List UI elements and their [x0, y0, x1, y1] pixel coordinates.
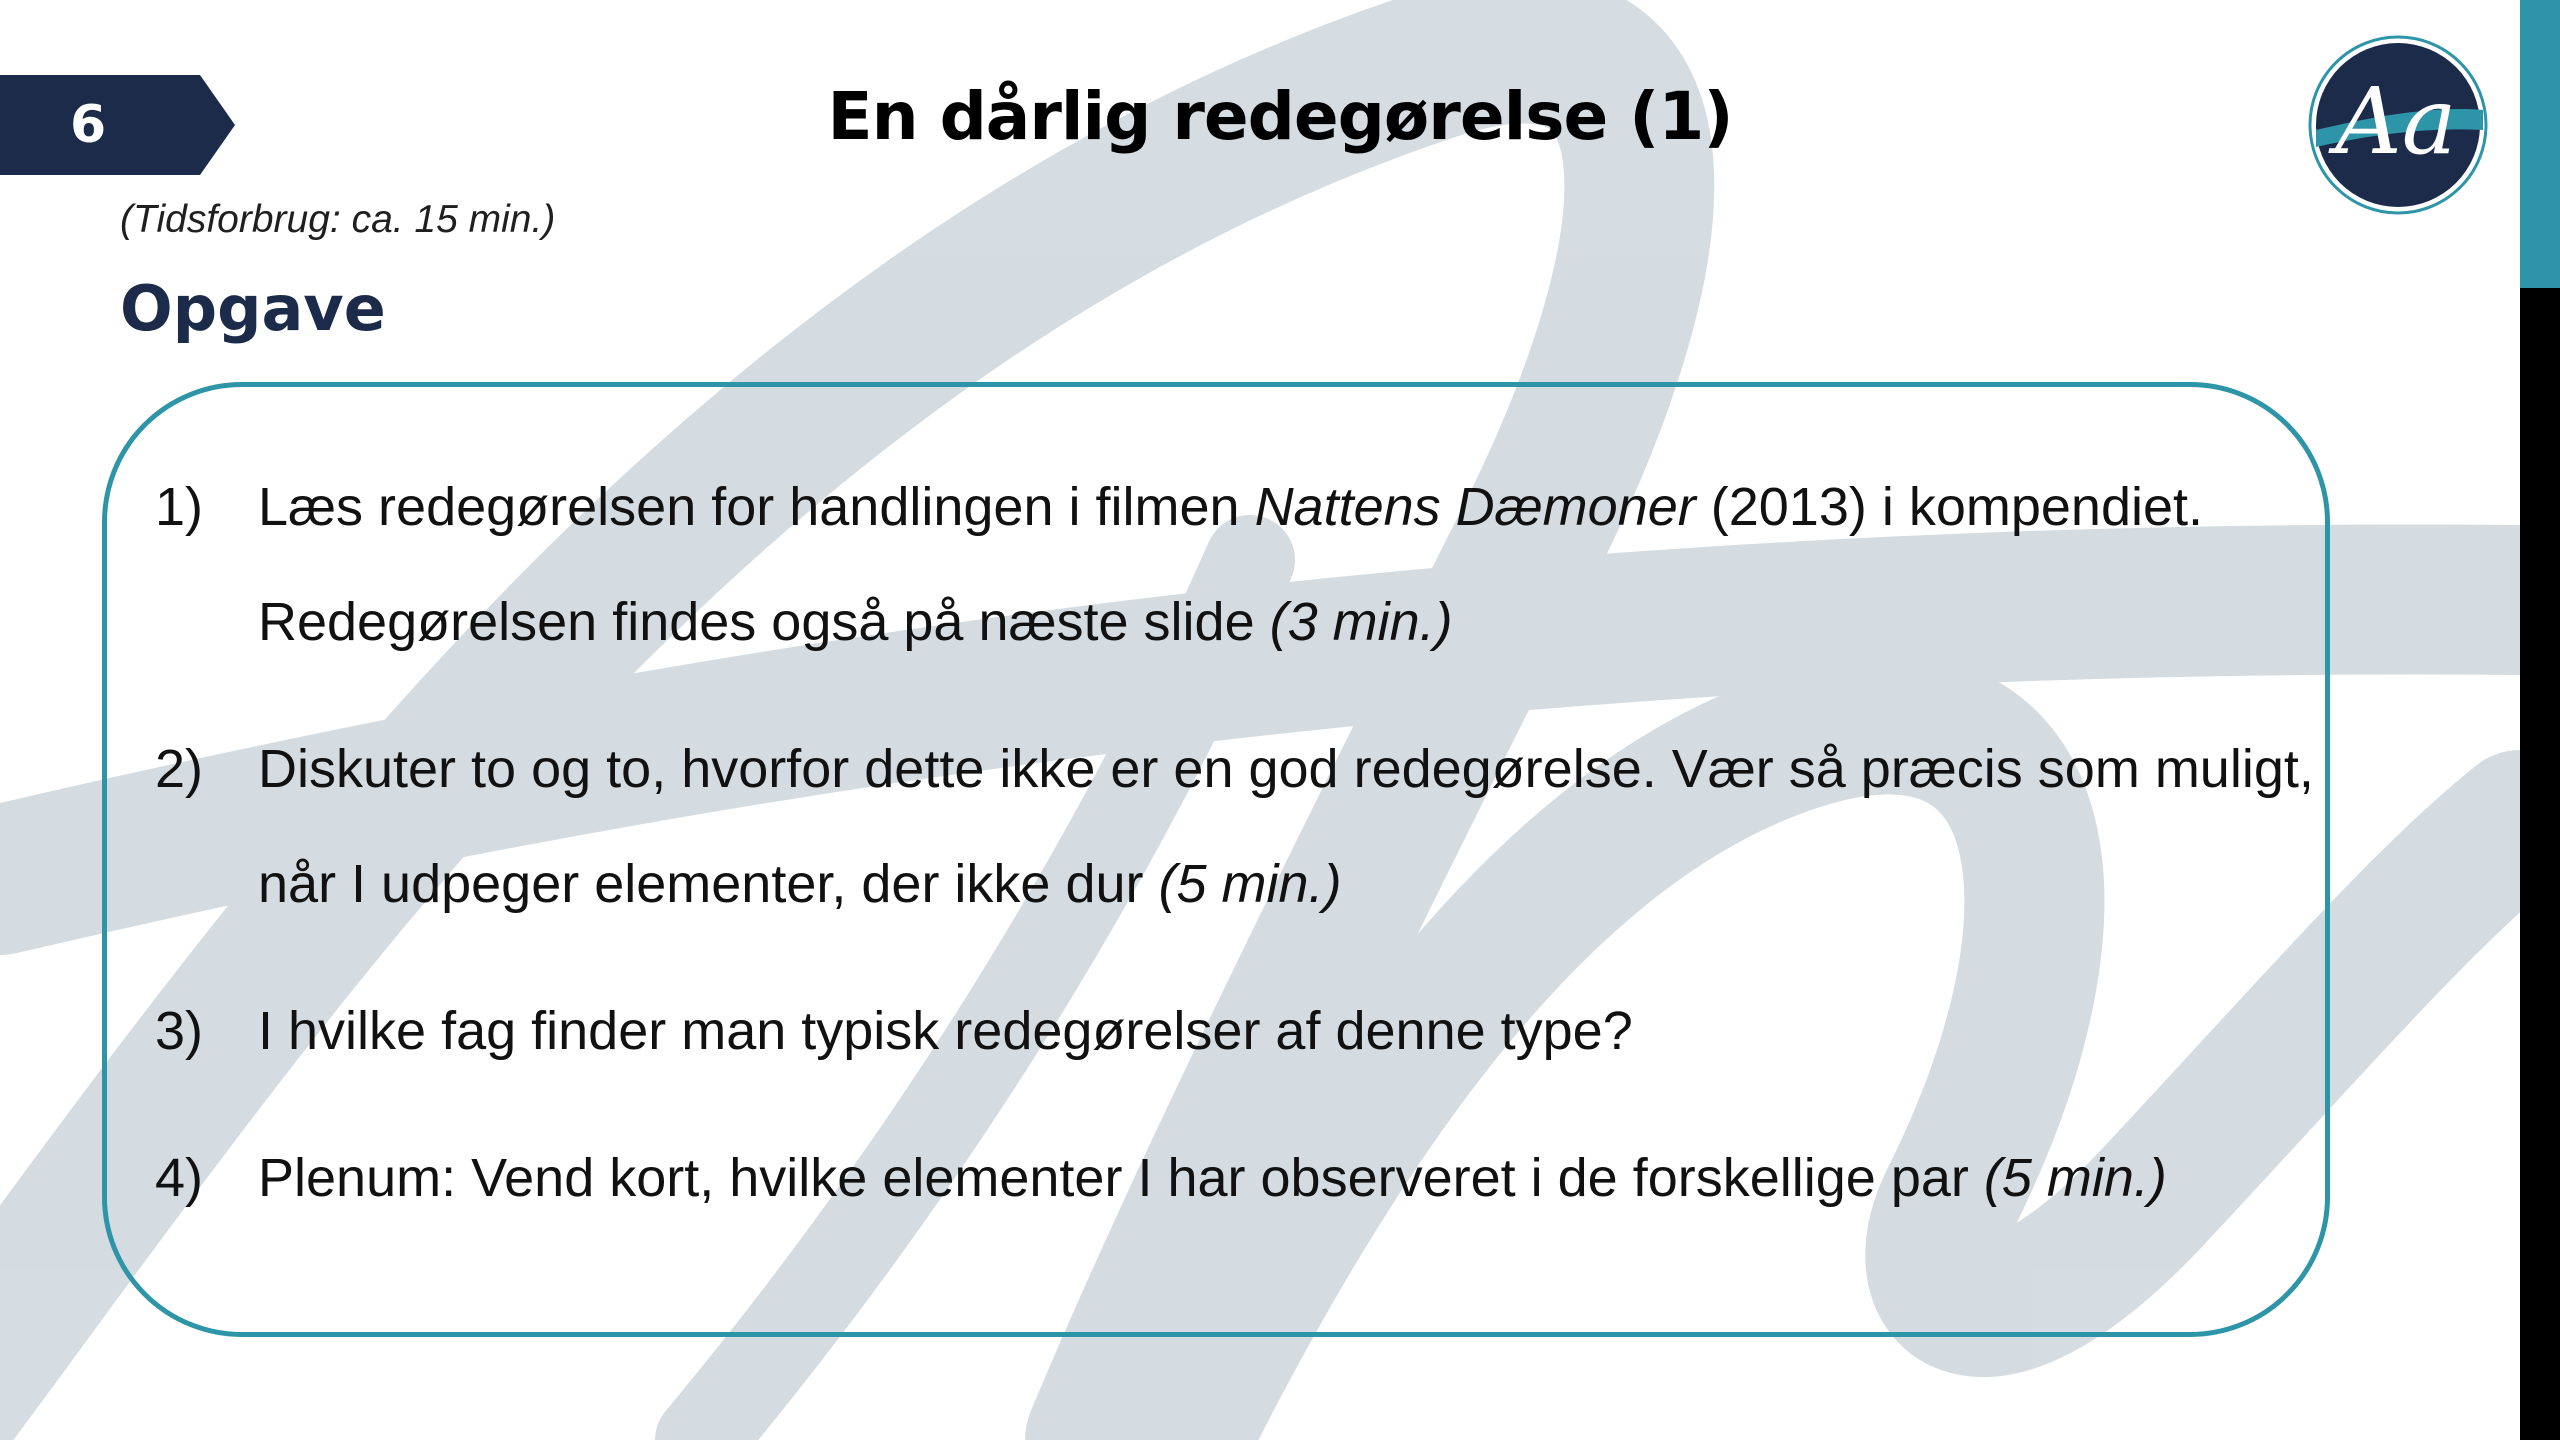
task-item-2 — [155, 712, 2315, 942]
task-text: I hvilke fag finder man typisk redegørelser af denne type? — [258, 1001, 1633, 1061]
brand-logo-icon — [2308, 35, 2488, 215]
task-text: (2013) i kompendiet. Redegørelsen findes også på næste slide — [258, 477, 2204, 652]
task-text: Diskuter to og to, hvorfor dette ikke er en god redegørelse. Vær så præcis som muligt, når I udpeger elementer, der ikke dur — [258, 739, 2314, 914]
task-time: (3 min.) — [1269, 592, 1453, 652]
task-time: (5 min.) — [1158, 854, 1342, 914]
task-item-3 — [155, 974, 2315, 1089]
task-time: (5 min.) — [1983, 1148, 2167, 1208]
task-item-1 — [155, 450, 2315, 680]
task-number: 4) — [155, 1148, 204, 1208]
task-number: 3) — [155, 1001, 204, 1061]
time-estimate-note: (Tidsforbrug: ca. 15 min.) — [120, 198, 556, 241]
task-number: 1) — [155, 477, 204, 537]
section-heading: Opgave — [120, 272, 386, 345]
task-list — [155, 450, 2315, 1268]
screen-edge-accent — [2520, 0, 2560, 288]
logo-text: Aa — [2335, 68, 2457, 175]
page-number: 6 — [70, 95, 107, 155]
task-text: Læs redegørelsen for handlingen i filmen — [258, 477, 1255, 537]
task-text: Plenum: Vend kort, hvilke elementer I har observeret i de forskellige par — [258, 1148, 1984, 1208]
task-item-4 — [155, 1121, 2315, 1236]
film-title: Nattens Dæmoner — [1254, 477, 1696, 537]
task-number: 2) — [155, 739, 204, 799]
slide-title: En dårlig redegørelse (1) — [827, 78, 1733, 155]
